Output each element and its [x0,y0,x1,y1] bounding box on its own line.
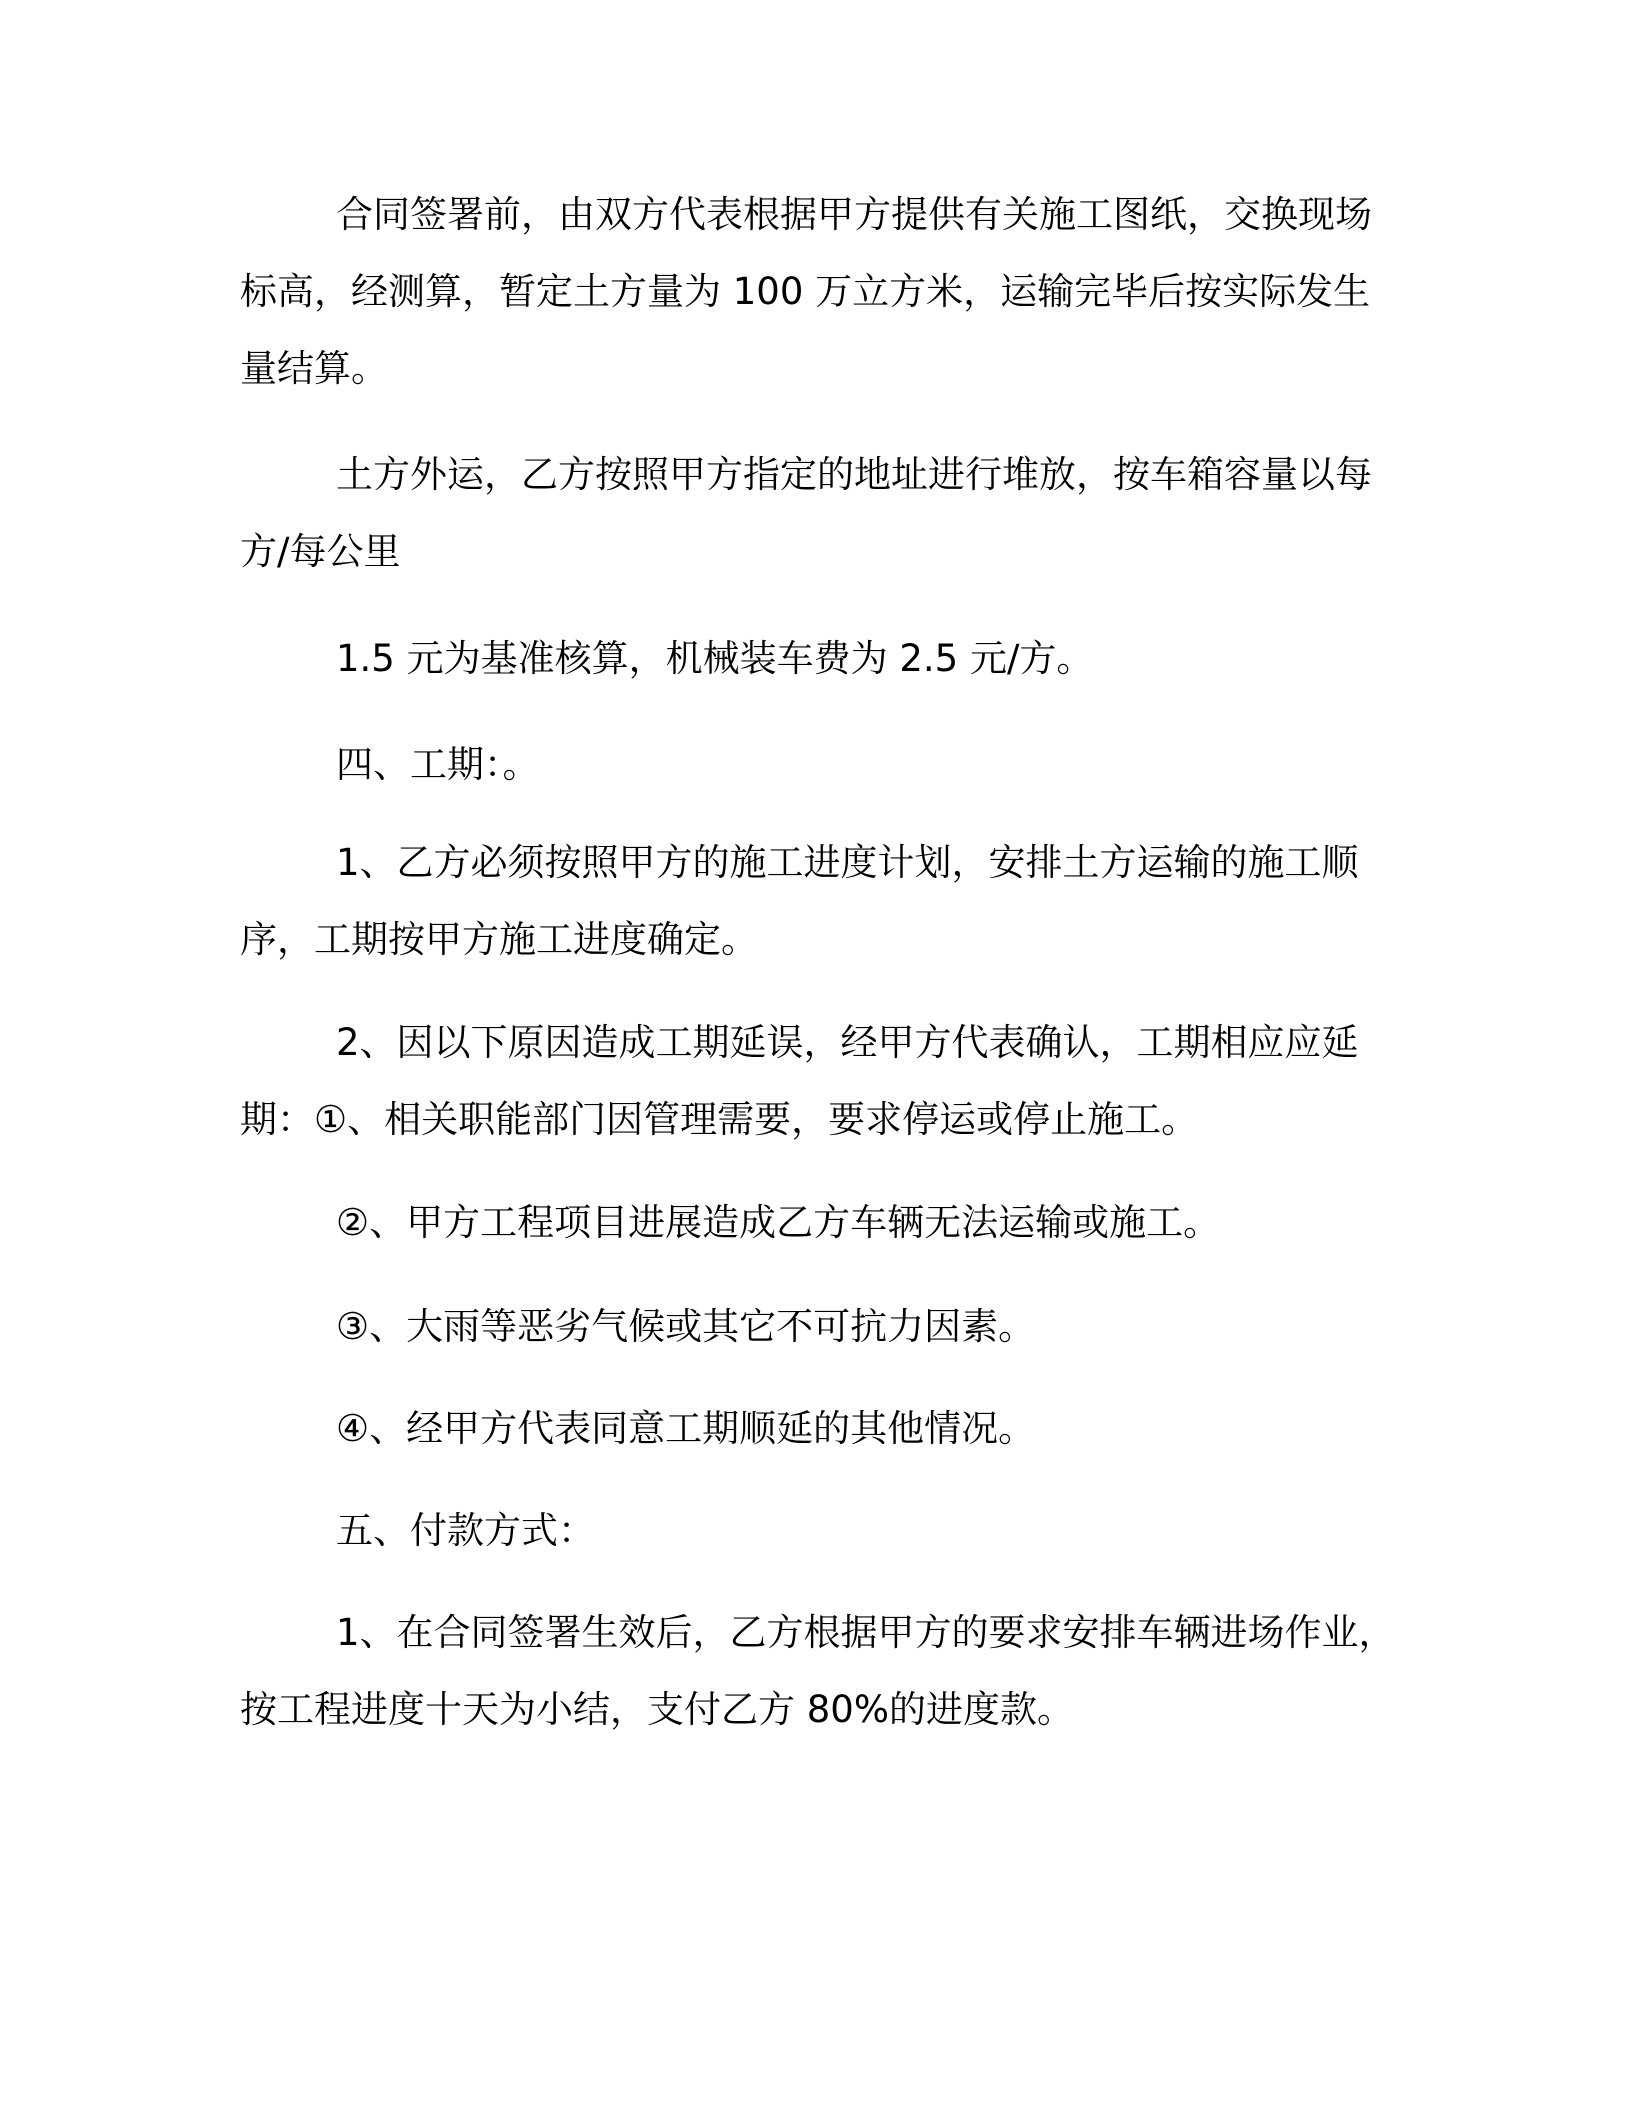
paragraph-delay-reason-2 [240,1184,1400,1261]
text-line: 标高，经测算，暂定土方量为 100 万立方米，运输完毕后按实际发生 [240,270,1371,313]
paragraph-schedule-item-1 [240,824,1400,978]
text-line: ②、甲方工程项目进展造成乙方车辆无法运输或施工。 [336,1201,1221,1244]
text-line: 2、因以下原因造成工期延误，经甲方代表确认，工期相应应延 [336,1021,1359,1064]
text-line: 1、在合同签署生效后，乙方根据甲方的要求安排车辆进场作业， [336,1611,1396,1654]
paragraph-delay-reason-3 [240,1288,1400,1365]
paragraph-payment-item-1 [240,1594,1400,1748]
text-line: 四、工期：。 [336,743,540,786]
section-heading-schedule [240,726,1400,803]
paragraph-delay-reason-4 [240,1390,1400,1467]
text-line: ③、大雨等恶劣气候或其它不可抗力因素。 [336,1305,1036,1348]
text-line: 按工程进度十天为小结，支付乙方 80%的进度款。 [240,1688,1074,1731]
text-line: ④、经甲方代表同意工期顺延的其他情况。 [336,1407,1036,1450]
text-line: 量结算。 [240,347,388,390]
text-line: 序，工期按甲方施工进度确定。 [240,918,758,961]
text-line: 土方外运，乙方按照甲方指定的地址进行堆放，按车箱容量以每 [336,453,1372,496]
text-line: 1.5 元为基准核算，机械装车费为 2.5 元/方。 [336,637,1094,680]
text-line: 方/每公里 [240,530,401,573]
section-heading-payment [240,1492,1400,1569]
text-line: 1、乙方必须按照甲方的施工进度计划，安排土方运输的施工顺 [336,841,1359,884]
paragraph-schedule-item-2 [240,1004,1400,1158]
text-line: 五、付款方式： [336,1509,595,1552]
paragraph-transport-pricing [240,436,1400,590]
text-line: 期：①、相关职能部门因管理需要，要求停运或停止施工。 [240,1098,1199,1141]
paragraph-earthwork-volume [240,176,1400,407]
text-line: 合同签署前，由双方代表根据甲方提供有关施工图纸，交换现场 [336,193,1372,236]
paragraph-base-rate [240,620,1400,697]
